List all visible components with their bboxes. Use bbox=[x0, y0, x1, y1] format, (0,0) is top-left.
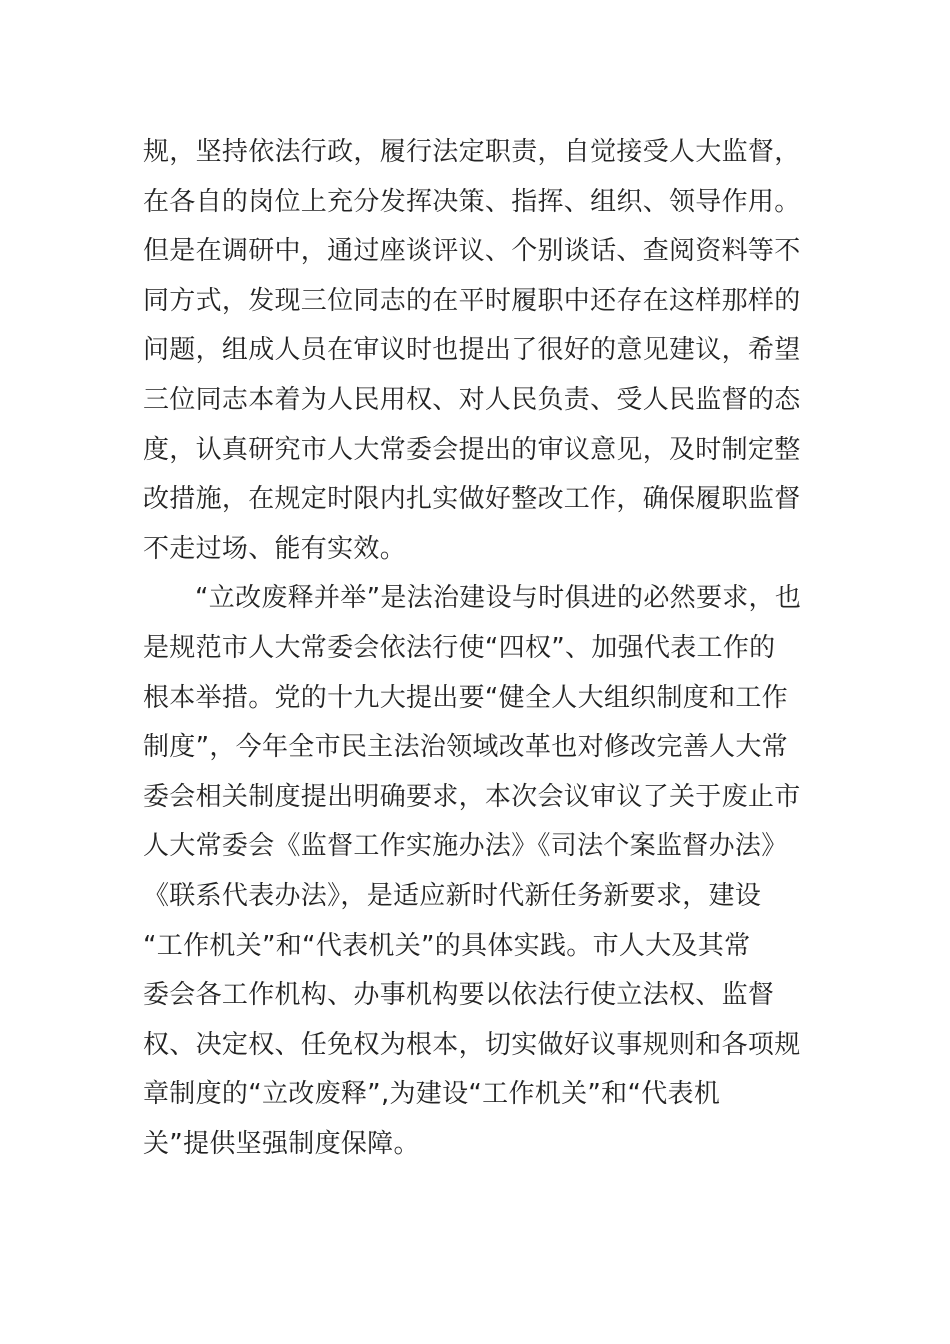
text-line: 根本举措。党的十九大提出要“健全人大组织制度和工作 bbox=[143, 682, 788, 713]
text-line: 改措施，在规定时限内扎实做好整改工作，确保履职监督 bbox=[143, 484, 801, 515]
text-line: 不走过场、能有实效。 bbox=[143, 533, 407, 564]
text-line: 问题，组成人员在审议时也提出了很好的意见建议，希望 bbox=[143, 335, 801, 366]
text-line: “工作机关”和“代表机关”的具体实践。市人大及其常 bbox=[143, 930, 751, 961]
text-line: 委会相关制度提出明确要求，本次会议审议了关于废止市 bbox=[143, 781, 801, 812]
text-line: 同方式，发现三位同志的在平时履职中还存在这样那样的 bbox=[143, 285, 801, 316]
text-line: 章制度的“立改废释”,为建设“工作机关”和“代表机 bbox=[143, 1079, 721, 1110]
text-line: 规，坚持依法行政，履行法定职责，自觉接受人大监督， bbox=[143, 137, 801, 167]
text-line: 委会各工作机构、办事机构要以依法行使立法权、监督 bbox=[143, 980, 775, 1011]
document-body bbox=[143, 128, 813, 1169]
text-line: 权、决定权、任免权为根本，切实做好议事规则和各项规 bbox=[143, 1029, 801, 1060]
text-line: 《联系代表办法》，是适应新时代新任务新要求，建设 bbox=[143, 880, 762, 911]
text-line: 三位同志本着为人民用权、对人民负责、受人民监督的态 bbox=[143, 384, 801, 415]
text-line: 但是在调研中，通过座谈评议、个别谈话、查阅资料等不 bbox=[143, 236, 801, 267]
text-line: 是规范市人大常委会依法行使“四权”、加强代表工作的 bbox=[143, 632, 776, 663]
text-line: 在各自的岗位上充分发挥决策、指挥、组织、领导作用。 bbox=[143, 186, 801, 217]
text-line: 关”提供坚强制度保障。 bbox=[143, 1128, 420, 1159]
paragraph-first-line: “立改废释并举”是法治建设与时俱进的必然要求，也 bbox=[195, 583, 802, 614]
text-line: 制度”，今年全市民主法治领域改革也对修改完善人大常 bbox=[143, 732, 788, 763]
text-line: 人大常委会《监督工作实施办法》《司法个案监督办法》 bbox=[143, 831, 788, 862]
text-line: 度，认真研究市人大常委会提出的审议意见，及时制定整 bbox=[143, 434, 801, 465]
